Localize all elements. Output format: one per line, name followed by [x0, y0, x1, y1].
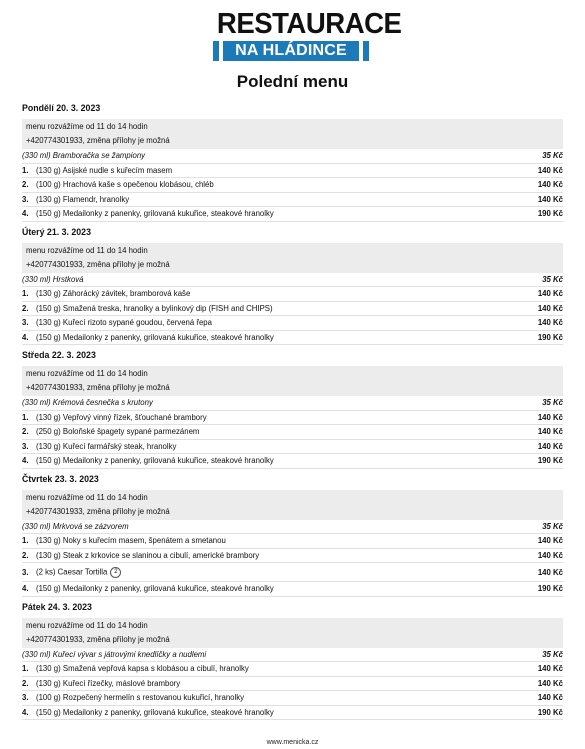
menu-item-row — [22, 534, 563, 549]
item-number: 4. — [22, 707, 29, 717]
menu-item-row — [22, 454, 563, 469]
menu-item-row — [22, 287, 563, 302]
item-dish-text: (2 ks) Caesar Tortilla — [36, 567, 108, 577]
item-dish — [36, 584, 513, 593]
item-dish — [36, 456, 513, 465]
menu-item-row — [22, 549, 563, 564]
item-number: 2. — [22, 550, 29, 560]
day-section — [22, 470, 563, 597]
day-heading: Pátek 24. 3. 2023 — [22, 601, 92, 612]
menu-item-row — [22, 563, 563, 582]
soup-row — [22, 149, 563, 164]
day-heading: Středa 22. 3. 2023 — [22, 350, 96, 360]
item-price: 140 Kč — [537, 550, 563, 560]
item-price: 140 Kč — [537, 693, 563, 703]
item-price: 140 Kč — [537, 427, 563, 437]
item-number: 2. — [22, 303, 29, 313]
soup-row — [22, 648, 563, 663]
menu-item-row — [22, 582, 563, 597]
delivery-info — [22, 618, 563, 648]
item-number: 1. — [22, 664, 29, 674]
item-dish — [36, 567, 513, 578]
item-dish — [36, 413, 513, 422]
menu-item-row — [22, 440, 563, 455]
soup-row — [22, 520, 563, 535]
soup-name: (330 ml) Krémová česnečka s krutony — [22, 398, 153, 408]
item-price: 140 Kč — [537, 412, 563, 422]
delivery-info — [22, 243, 563, 273]
soup-name: (330 ml) Bramboračka se žampiony — [22, 151, 146, 161]
menu-item-row — [22, 331, 563, 346]
day-heading: Pondělí 20. 3. 2023 — [22, 103, 101, 113]
delivery-hours: menu rozvážíme od 11 do 14 hodin — [26, 245, 148, 255]
day-section — [22, 223, 563, 346]
item-dish — [36, 664, 513, 673]
item-dish — [36, 427, 513, 436]
item-dish-text: (130 g) Asijské nudle s kuřecím masem — [36, 165, 173, 175]
item-dish — [36, 442, 513, 451]
item-price: 140 Kč — [537, 318, 563, 328]
delivery-phone: +420774301933, změna přílohy je možná — [26, 506, 170, 516]
item-price: 190 Kč — [537, 584, 563, 594]
item-price: 190 Kč — [537, 456, 563, 466]
menu-item-row — [22, 316, 563, 331]
menu-item-row — [22, 178, 563, 193]
item-dish — [36, 679, 513, 688]
soup-price: 35 Kč — [542, 274, 563, 284]
item-dish-text: (150 g) Medailonky z panenky, grilovaná kukuřice, steakové hranolky — [36, 332, 274, 342]
item-dish-text: (130 g) Flamendr, hranolky — [36, 194, 130, 204]
item-dish-text: (130 g) Vepřový vinný řízek, šťouchané brambory — [36, 412, 207, 422]
item-number: 1. — [22, 412, 29, 422]
item-dish-text: (150 g) Medailonky z panenky, grilovaná kukuřice, steakové hranolky — [36, 707, 274, 717]
item-dish — [36, 289, 513, 298]
item-price: 140 Kč — [537, 165, 563, 175]
item-number: 3. — [22, 693, 29, 703]
delivery-phone: +420774301933, změna přílohy je možná — [26, 634, 170, 644]
item-number: 2. — [22, 180, 29, 190]
item-price: 140 Kč — [537, 441, 563, 451]
allergen-badge[interactable]: 2 — [110, 567, 121, 578]
item-dish — [36, 708, 513, 717]
item-price: 190 Kč — [537, 707, 563, 717]
logo-line1: RESTAURACE — [216, 8, 402, 40]
delivery-phone: +420774301933, změna přílohy je možná — [26, 259, 170, 269]
delivery-phone: +420774301933, změna přílohy je možná — [26, 136, 170, 145]
item-number: 4. — [22, 332, 29, 342]
item-dish-text: (130 g) Kuřecí rizoto sypané goudou, červená řepa — [36, 318, 212, 328]
restaurant-logo — [213, 8, 402, 62]
item-dish — [36, 304, 513, 313]
item-price: 140 Kč — [537, 567, 563, 577]
item-price: 140 Kč — [537, 536, 563, 546]
item-dish-text: (150 g) Medailonky z panenky, grilovaná kukuřice, steakové hranolky — [36, 456, 274, 466]
item-dish — [36, 333, 513, 342]
delivery-info — [22, 119, 563, 149]
footer-link[interactable]: www.menicka.cz — [266, 739, 319, 746]
item-dish-text: (130 g) Noky s kuřecím masem, špenátem a smetanou — [36, 536, 226, 546]
soup-row — [22, 396, 563, 411]
item-number: 2. — [22, 678, 29, 688]
item-price: 140 Kč — [537, 289, 563, 299]
day-section — [22, 346, 563, 469]
menu-item-row — [22, 677, 563, 692]
delivery-hours: menu rozvážíme od 11 do 14 hodin — [26, 492, 148, 502]
item-number: 2. — [22, 427, 29, 437]
item-dish-text: (100 g) Hrachová kaše s opečenou klobásou, chléb — [36, 180, 214, 190]
item-dish — [36, 180, 513, 189]
day-section — [22, 598, 563, 721]
menu-item-row — [22, 425, 563, 440]
item-price: 140 Kč — [537, 664, 563, 674]
item-number: 4. — [22, 209, 29, 219]
item-dish — [36, 318, 513, 327]
item-price: 140 Kč — [537, 180, 563, 190]
item-dish-text: (150 g) Medailonky z panenky, grilovaná kukuřice, steakové hranolky — [36, 209, 274, 219]
item-dish-text: (130 g) Kuřecí řízečky, máslové brambory — [36, 678, 181, 688]
item-dish-text: (130 g) Kuřecí farmářský steak, hranolky — [36, 441, 177, 451]
logo-line2: NA HLÁDINCE — [223, 41, 359, 61]
item-dish-text: (100 g) Rozpečený hermelín s restovanou kukuřicí, hranolky — [36, 693, 245, 703]
item-dish-text: (150 g) Medailonky z panenky, grilovaná kukuřice, steakové hranolky — [36, 584, 274, 594]
menu-item-row — [22, 302, 563, 317]
item-dish — [36, 195, 513, 204]
soup-name: (330 ml) Hrstková — [22, 274, 84, 284]
item-number: 3. — [22, 441, 29, 451]
soup-name: (330 ml) Mrkvová se zázvorem — [22, 521, 129, 531]
delivery-phone: +420774301933, změna přílohy je možná — [26, 383, 170, 392]
item-number: 1. — [22, 536, 29, 546]
item-number: 1. — [22, 289, 29, 299]
item-dish — [36, 693, 513, 702]
delivery-hours: menu rozvážíme od 11 do 14 hodin — [26, 369, 148, 378]
soup-row — [22, 273, 563, 288]
page-title: Polední menu — [236, 72, 349, 91]
item-price: 140 Kč — [537, 678, 563, 688]
soup-price: 35 Kč — [542, 521, 563, 531]
item-price: 140 Kč — [537, 303, 563, 313]
delivery-hours: menu rozvážíme od 11 do 14 hodin — [26, 122, 148, 131]
item-number: 3. — [22, 318, 29, 328]
item-number: 4. — [22, 584, 29, 594]
delivery-info — [22, 490, 563, 520]
menu-item-row — [22, 207, 563, 222]
item-dish-text: (130 g) Smažená vepřová kapsa s klobásou a cibulí, hranolky — [36, 664, 249, 674]
item-number: 1. — [22, 165, 29, 175]
soup-price: 35 Kč — [542, 151, 563, 161]
delivery-info — [22, 366, 563, 396]
item-number: 4. — [22, 456, 29, 466]
logo-banner — [213, 41, 369, 61]
day-heading: Čtvrtek 23. 3. 2023 — [22, 473, 99, 484]
item-number: 3. — [22, 567, 29, 577]
item-dish — [36, 166, 513, 175]
item-dish-text: (130 g) Záhorácký závitek, bramborová kaše — [36, 289, 191, 299]
item-price: 140 Kč — [537, 194, 563, 204]
menu-item-row — [22, 706, 563, 721]
item-dish-text: (150 g) Smažená treska, hranolky a bylinkový dip (FISH and CHIPS) — [36, 303, 273, 313]
menu-item-row — [22, 164, 563, 179]
item-dish — [36, 551, 513, 560]
menu-item-row — [22, 662, 563, 677]
soup-price: 35 Kč — [542, 398, 563, 408]
menu-item-row — [22, 411, 563, 426]
soup-price: 35 Kč — [542, 649, 563, 659]
day-heading: Úterý 21. 3. 2023 — [22, 226, 91, 237]
item-price: 190 Kč — [537, 332, 563, 342]
day-section — [22, 99, 563, 222]
item-dish-text: (250 g) Boloňské špagety sypané parmezánem — [36, 427, 200, 437]
item-dish-text: (130 g) Steak z krkovice se slaninou a cibulí, americké brambory — [36, 550, 260, 560]
soup-name: (330 ml) Kuřecí vývar s játrovými knedlíčky a nudlemi — [22, 649, 207, 659]
weekly-menu — [22, 99, 563, 721]
menu-item-row — [22, 193, 563, 208]
delivery-hours: menu rozvážíme od 11 do 14 hodin — [26, 620, 148, 630]
item-number: 3. — [22, 194, 29, 204]
item-dish — [36, 536, 513, 545]
item-price: 190 Kč — [537, 209, 563, 219]
menu-item-row — [22, 691, 563, 706]
item-dish — [36, 209, 513, 218]
